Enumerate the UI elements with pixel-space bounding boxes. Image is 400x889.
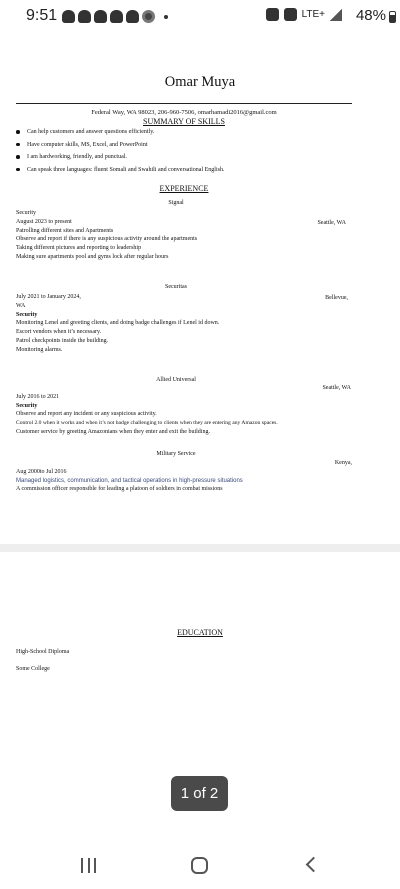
resume-name: Omar Muya (164, 74, 236, 90)
page-indicator: 1 of 2 (171, 776, 228, 811)
job-line: Observe and report any incident or any suspicious activity. (16, 411, 157, 418)
status-bar (0, 0, 400, 34)
job-location: Seattle, WA (322, 385, 351, 391)
back-button[interactable] (306, 857, 322, 873)
alarm-icon (266, 8, 279, 21)
job-location: Bellevue, (325, 295, 348, 301)
notification-icons (62, 10, 168, 23)
job-dates: July 2021 to January 2024, (16, 294, 81, 300)
mute-icon (284, 8, 297, 21)
snapchat-icon (94, 10, 107, 23)
snapchat-icon (110, 10, 123, 23)
job-line: Patrolling different sites and Apartments (16, 227, 114, 234)
job-title: Security (16, 311, 38, 318)
job-location: Seattle, WA (317, 220, 346, 226)
education-heading: EDUCATION (177, 628, 223, 637)
job-line: Control 2.0 when it works and when it’s not badge challenging to clients when they are entering any Amazon spaces. (16, 420, 278, 427)
education-item: High-School Diploma (16, 649, 70, 655)
network-type: LTE+ (301, 9, 325, 20)
job-allied-universal (16, 377, 352, 437)
job-title: Security (16, 210, 36, 216)
home-button[interactable] (191, 857, 208, 874)
page-separator (0, 544, 400, 552)
contact-line: Federal Way, WA 98023, 206-960-7506, omarhamadi2016@gmail.com (91, 109, 277, 116)
employer: Allied Universal (156, 377, 196, 383)
job-line: A commission officer responsible for leading a platoon of soldiers in combat missions (16, 486, 223, 493)
header-rule (16, 103, 352, 104)
list-item: I am hardworking, friendly, and punctual. (16, 153, 366, 166)
snapchat-icon (126, 10, 139, 23)
job-line: Making sure apartments pool and gyms lock after regular hours (16, 253, 169, 260)
battery-icon (389, 11, 396, 23)
job-line: Patrol checkpoints inside the building. (16, 337, 109, 344)
chrome-icon (142, 10, 155, 23)
recents-icon (88, 858, 90, 873)
system-icons (266, 8, 342, 21)
experience-heading: EXPERIENCE (159, 184, 209, 193)
battery-percent: 48% (355, 7, 386, 24)
job-signal (16, 200, 352, 262)
recents-icon (94, 858, 96, 873)
navigation-bar (0, 842, 400, 889)
list-item: Have computer skills, MS, Excel, and PowerPoint (16, 141, 366, 154)
job-dates: August 2023 to present (16, 218, 72, 225)
employer: Signal (168, 200, 184, 206)
employer: Military Service (156, 451, 196, 457)
job-line: Observe and report if there is any suspicious activity around the apartments (16, 236, 198, 243)
job-title: Security (16, 402, 38, 409)
job-state: WA (16, 302, 26, 309)
status-time: 9:51 (26, 7, 58, 24)
job-line: Monitoring alarms. (16, 346, 63, 353)
job-line: Escort vendors when it’s necessary. (16, 329, 102, 336)
job-line: Customer service by greeting Amazonians when they enter and exit the building. (16, 428, 210, 435)
snapchat-icon (62, 10, 75, 23)
education-item: Some College (16, 666, 50, 672)
job-line: Managed logistics, communication, and tactical operations in high-pressure situations (16, 477, 243, 484)
more-notifications-icon (164, 15, 168, 19)
signal-icon (330, 9, 342, 21)
list-item: Can help customers and answer questions efficiently. (16, 128, 366, 141)
recents-icon (81, 858, 83, 873)
snapchat-icon (78, 10, 91, 23)
job-dates: July 2016 to 2021 (16, 393, 60, 400)
skills-heading: SUMMARY OF SKILLS (143, 117, 225, 126)
document-page-1[interactable] (0, 34, 400, 544)
employer: Securitas (165, 284, 187, 290)
job-securitas (16, 284, 352, 355)
list-item: Can speak three languages: fluent Somali and Swahili and conversational English. (16, 166, 366, 179)
job-line: Taking different pictures and reporting to leadership (16, 245, 142, 252)
job-location: Kenya, (334, 460, 352, 466)
job-line: Monitoring Lenel and greeting clients, and doing badge challenges if Lenel id down. (16, 320, 220, 327)
job-military-service (16, 451, 352, 494)
skills-list (16, 128, 366, 178)
job-dates: Aug 2000to Jul 2016 (16, 468, 67, 475)
recents-button[interactable] (81, 858, 96, 873)
